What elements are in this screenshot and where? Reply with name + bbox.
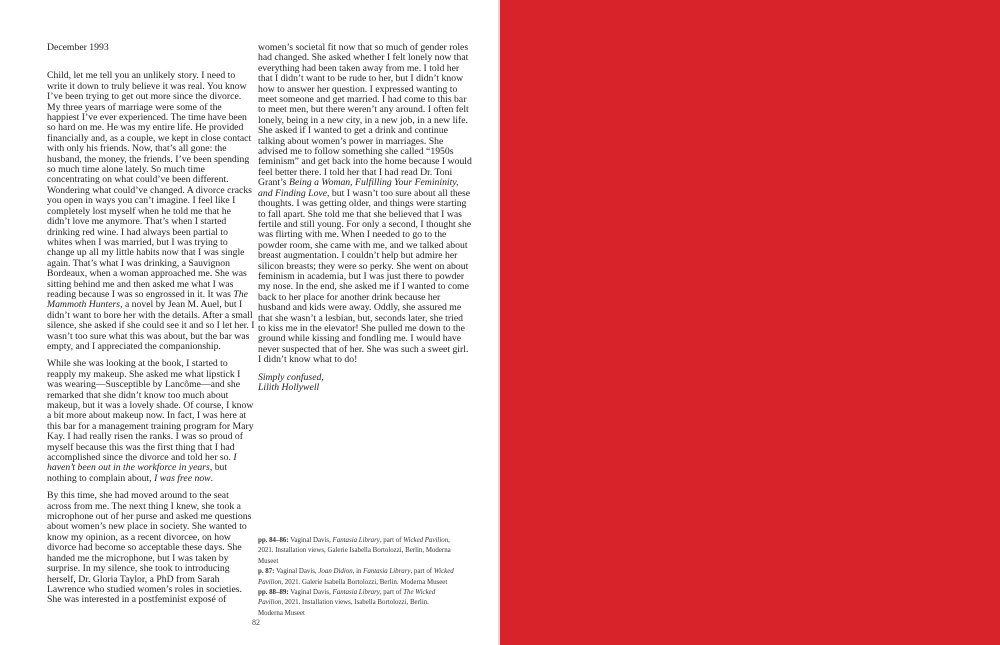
caption-page-ref: p. 87:	[258, 568, 275, 576]
letter-column-left	[47, 43, 255, 613]
signoff-line-1: Simply confused,	[258, 371, 324, 383]
caption-text: Vaginal Davis, Joan Didion, in Fantasia Library, part of Wicked Pavilion, 2021. Galerie Isabella Bortolozzi, Berlin. Moderna Museet	[258, 568, 454, 586]
caption-entry-3	[258, 588, 454, 619]
caption-entry-1	[258, 536, 454, 567]
letter-page	[0, 0, 498, 645]
page-number: 82	[252, 618, 260, 627]
caption-page-ref: pp. 84–86:	[258, 537, 289, 544]
captions-block	[258, 536, 454, 619]
letter-paragraph-1: Child, let me tell you an unlikely story. I need to write it down to truly believe it was real. You know I’ve been trying to get out more since the divorce. My three years of marriage were some of the happiest I’ve ever experienced. The time have been so hard on me. He was my entire life. He provided financially and, as a couple, we kept in close contact with only his friends. Now, that’s all gone: the husband, the money, the friends. I’ve been spending so much time alone lately. So much time concentrating on what could’ve been different. Wondering what could’ve changed. A divorce cracks you open in ways you can’t imagine. I feel like I completely lost myself when he told me that he didn’t love me anymore. That’s when I started drinking red wine. I had always been partial to whites when I was married, but I was trying to change up all my little habits now that I was single again. That’s what I was drinking, a Sauvignon Bordeaux, when a woman approached me. She was sitting behind me and then asked me what I was reading because I was so engrossed in it. It was The Mammoth Hunters, a novel by Jean M. Auel, but I didn’t want to bore her with the details. After a small silence, she asked if she could see it and so I let her. I wasn’t too sure what this was about, but the bar was empty, and I appreciated the companionship.	[47, 70, 255, 352]
caption-page-ref: pp. 88–89:	[258, 589, 289, 597]
letter-column-right	[258, 43, 472, 400]
caption-text: Vaginal Davis, Fantasia Library, part of The Wicked Pavilion, 2021. Installation views, Isabella Bortolozzi, Berlin. Moderna Museet	[258, 589, 436, 617]
caption-entry-2	[258, 567, 454, 588]
letter-paragraph-3: By this time, she had moved around to the seat across from me. The next thing I knew, she took a microphone out of her purse and asked me questions about women’s new place in society. She wanted to know my opinion, as a recent divorcee, on how divorce had become so acceptable these days. She handed me the microphone, but I was taken by surprise. In my silence, she took to introducing herself, Dr. Gloria Taylor, a PhD from Sarah Lawrence who studied women’s roles in societies. She was interested in a postfeminist exposé of	[47, 490, 252, 606]
red-cover-panel	[498, 0, 1000, 645]
signoff-line-2: Lilith Hollywell	[258, 382, 320, 393]
letter-signoff	[258, 373, 472, 394]
caption-text: Vaginal Davis, Fantasia Library, part of Wicked Pavilion, 2021. Installation views, Galerie Isabella Bortolozzi, Berlin, Moderna Museet	[258, 537, 451, 565]
letter-paragraph-2: While she was looking at the book, I started to reapply my makeup. She asked me what lipstick I was wearing—Susceptible by Lancôme—and she remarked that she didn’t know too much about makeup, but it was a lovely shade. Of course, I know a bit more about makeup now. In fact, I was here at this bar for a management training program for Mary Kay. I had really risen the ranks. I was so proud of myself because this was the first thing that I had accomplished since the divorce and told her so. I haven’t been out in the workforce in years, but nothing to complain about, I was free now.	[47, 358, 254, 484]
letter-date: December 1993	[47, 42, 109, 53]
letter-paragraph-4: women’s societal fit now that so much of gender roles had changed. She asked whether I felt lonely now that everything had been taken away from me. I told her that I didn’t want to be rude to her, but I didn’t know how to answer her question. I expressed wanting to meet someone and get married. I had come to this bar to meet men, but there weren’t any around. I often felt lonely, being in a new city, in a new job, in a new life. She asked if I wanted to get a drink and continue talking about women’s power in marriages. She advised me to follow something she called “1950s feminism” and get back into the home because I would feel better there. I told her that I had read Dr. Toni Grant’s Being a Woman, Fulfilling Your Femininity, and Finding Love, but I wasn’t too sure about all these thoughts. I was getting older, and things were starting to fall apart. She told me that she believed that I was fertile and still young. For only a second, I thought she was flirting with me. When I needed to go to the powder room, she came with me, and we talked about breast augmentation. I couldn’t help but admire her silicon breasts; they were so perky. She went on about feminism in academia, but I was just there to powder my nose. In the end, she asked me if I wanted to come back to her place for another drink because her husband and kids were away. Oddly, she assured me that she wasn’t a lesbian, but, seconds later, she tried to kiss me in the elevator! She pulled me down to the ground while kissing and fondling me. I would have never suspected that of her. She was such a sweet girl. I didn’t know what to do!	[258, 42, 472, 366]
